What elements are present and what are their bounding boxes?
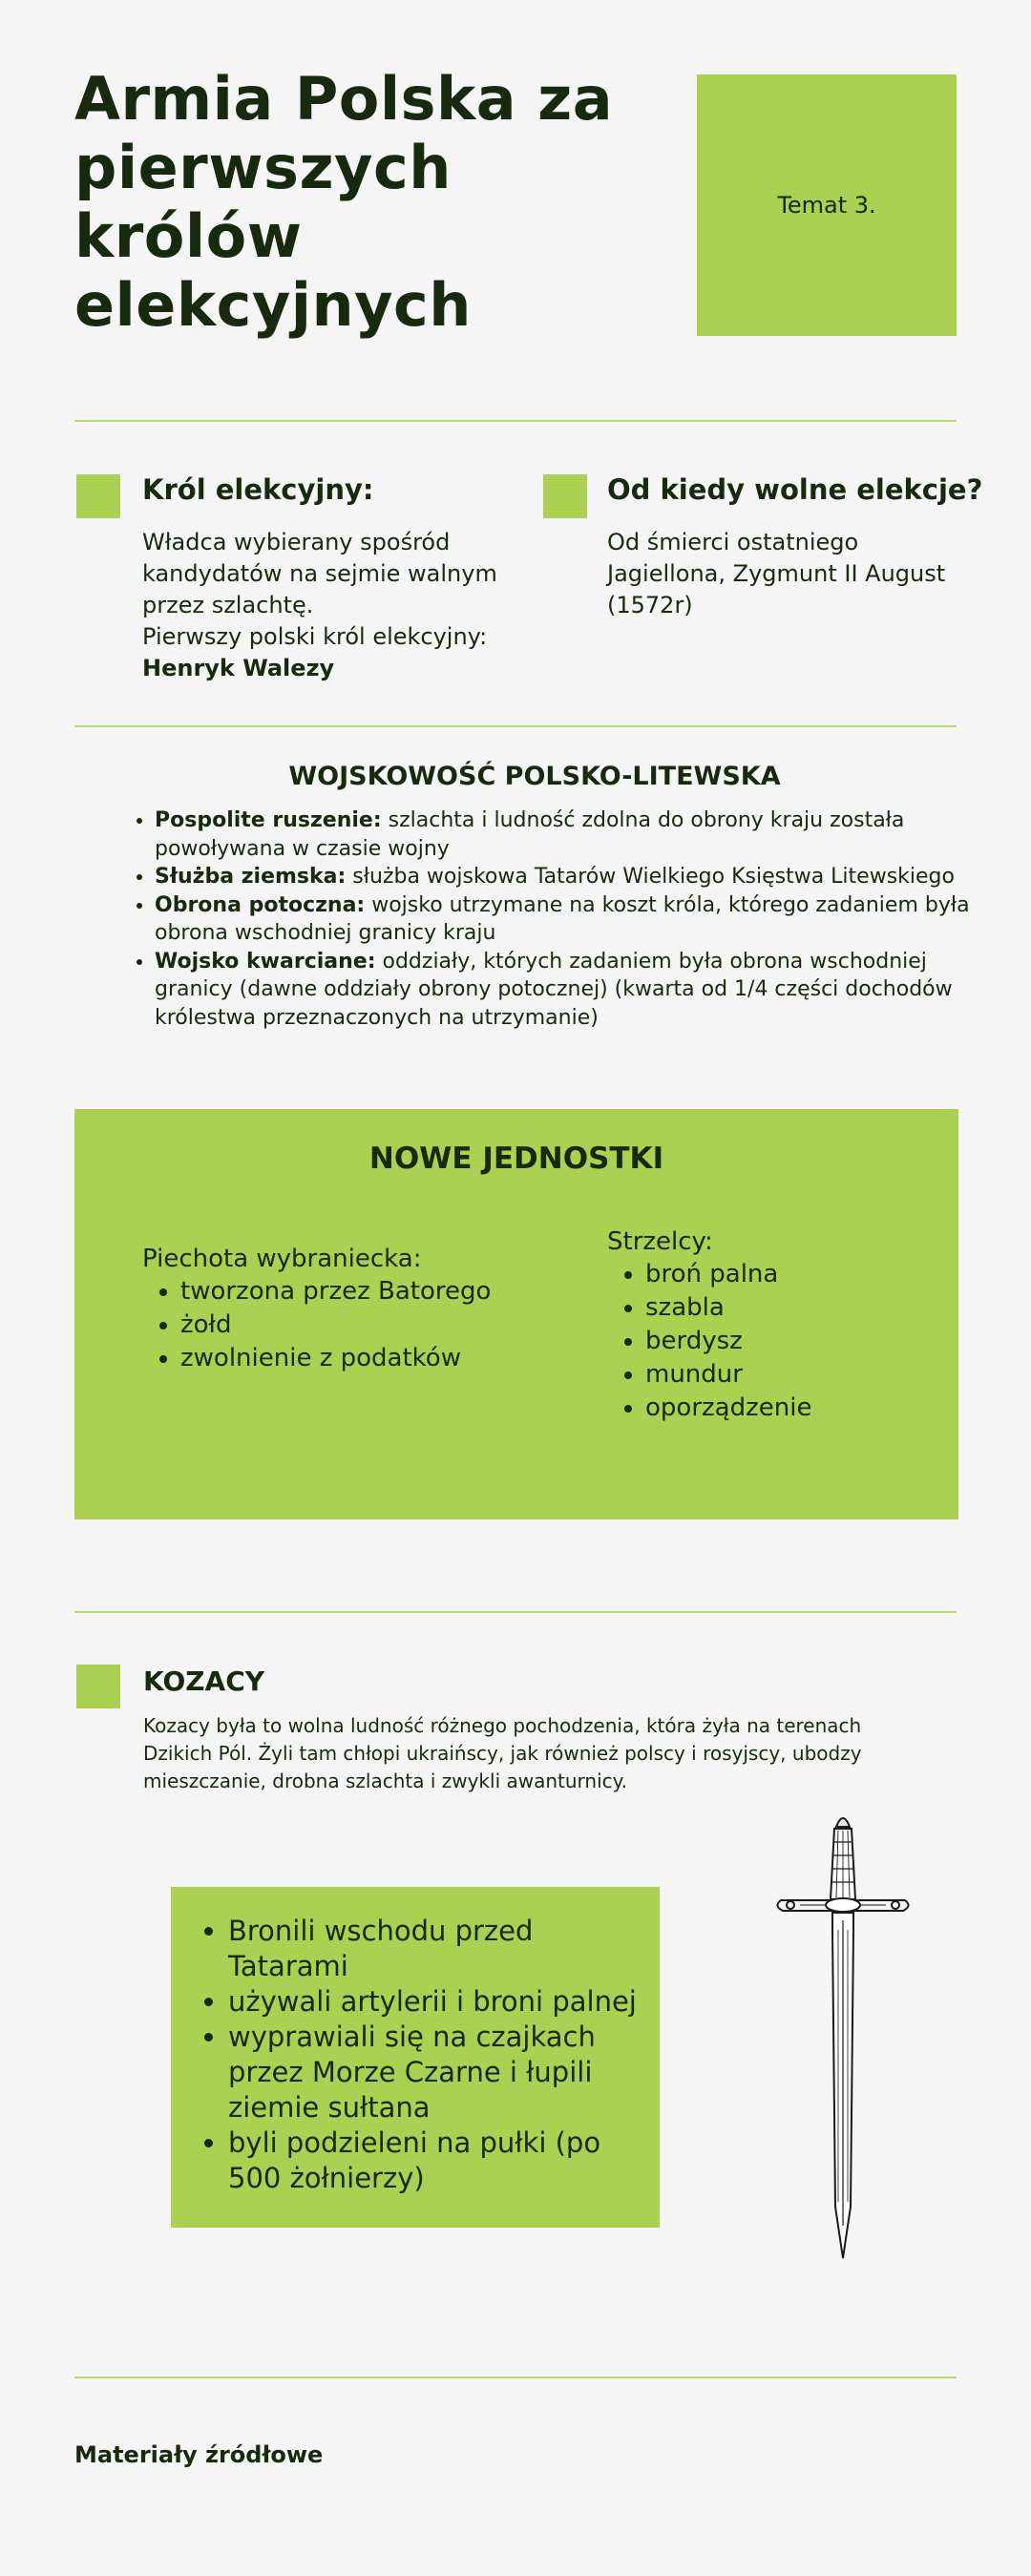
section-marker [76, 474, 120, 518]
list-item-text: wojsko utrzymane na koszt króla, którego zadaniem była obrona wschodniej granicy kraju [155, 892, 970, 945]
list-item: • mundur [645, 1358, 932, 1392]
list-item: • berdysz [645, 1325, 932, 1358]
wojskowosc-title: WOJSKOWOŚĆ POLSKO-LITEWSKA [288, 762, 781, 791]
elekcje-heading: Od kiedy wolne elekcje? [607, 473, 983, 506]
topic-label: Temat 3. [777, 192, 876, 219]
list-item [155, 863, 995, 891]
kozacy-facts-box [171, 1887, 660, 2228]
list-item: • zwolnienie z podatków [180, 1342, 543, 1375]
divider [74, 420, 957, 422]
list-item: • Bronili wschodu przed Tatarami [228, 1914, 639, 1984]
divider [74, 1611, 957, 1613]
list-item-text: oddziały, których zadaniem była obrona wschodniej granicy (dawne oddziały obrony potocznej) (kwarta od 1/4 części dochodów królestwa przeznaczonych na utrzymanie) [155, 949, 953, 1030]
krol-body [142, 527, 524, 684]
kozacy-facts-list [171, 1914, 639, 2196]
krol-first-label: Pierwszy polski król elekcyjny: [142, 623, 488, 650]
list-item [155, 806, 995, 863]
strzelcy-column [607, 1225, 932, 1425]
list-item: • tworzona przez Batorego [180, 1275, 543, 1309]
divider [74, 725, 957, 727]
list-item: • używali artylerii i broni palnej [228, 1984, 639, 2020]
list-item-term: Obrona potoczna: [155, 892, 366, 917]
list-item-text: szlachta i ludność zdolna do obrony kraju została powoływana w czasie wojny [155, 808, 905, 861]
krol-heading: Król elekcyjny: [142, 473, 374, 506]
krol-definition: Władca wybierany spośród kandydatów na sejmie walnym przez szlachtę. [142, 529, 497, 618]
strzelcy-label: Strzelcy: [607, 1227, 713, 1256]
list-item-term: Pospolite ruszenie: [155, 808, 382, 832]
piechota-column [142, 1243, 543, 1375]
list-item: • broń palna [645, 1258, 932, 1291]
page-title: Armia Polska za pierwszych królów elekcyjnych [74, 64, 614, 340]
list-item: • wyprawiali się na czajkach przez Morze Czarne i łupili ziemie sułtana [228, 2020, 639, 2126]
strzelcy-list [607, 1258, 932, 1425]
sword-icon [771, 1806, 915, 2262]
list-item-term: Służba ziemska: [155, 865, 347, 889]
list-item [155, 891, 995, 948]
list-item [155, 948, 995, 1033]
section-marker [76, 1665, 120, 1708]
list-item: • oporządzenie [645, 1392, 932, 1425]
list-item: • szabla [645, 1291, 932, 1325]
nowe-jednostki-box [74, 1109, 958, 1519]
section-marker [543, 474, 587, 518]
kozacy-heading: KOZACY [143, 1665, 265, 1697]
topic-box [697, 74, 957, 336]
kozacy-description: Kozacy była to wolna ludność różnego pochodzenia, która żyła na terenach Dzikich Pól. Żyli tam chłopi ukraińscy, jak również polscy i rosyjscy, ubodzy mieszczanie, drobna szlachta i zwykli awanturnicy. [143, 1714, 862, 1792]
list-item-term: Wojsko kwarciane: [155, 949, 376, 974]
list-item: • żołd [180, 1309, 543, 1342]
list-item: • byli podzieleni na pułki (po 500 żołnierzy) [228, 2126, 639, 2196]
elekcje-text: Od śmierci ostatniego Jagiellona, Zygmunt II August (1572r) [607, 529, 946, 618]
piechota-list [142, 1275, 543, 1375]
sources-label[interactable]: Materiały źródłowe [74, 2441, 324, 2468]
nowe-jednostki-title: NOWE JEDNOSTKI [368, 1141, 664, 1176]
piechota-label: Piechota wybraniecka: [142, 1245, 422, 1273]
divider [74, 2377, 957, 2378]
wojskowosc-list [130, 806, 995, 1032]
list-item-text: służba wojskowa Tatarów Wielkiego Księstwa Litewskiego [346, 865, 955, 889]
krol-first-name: Henryk Walezy [142, 655, 335, 681]
